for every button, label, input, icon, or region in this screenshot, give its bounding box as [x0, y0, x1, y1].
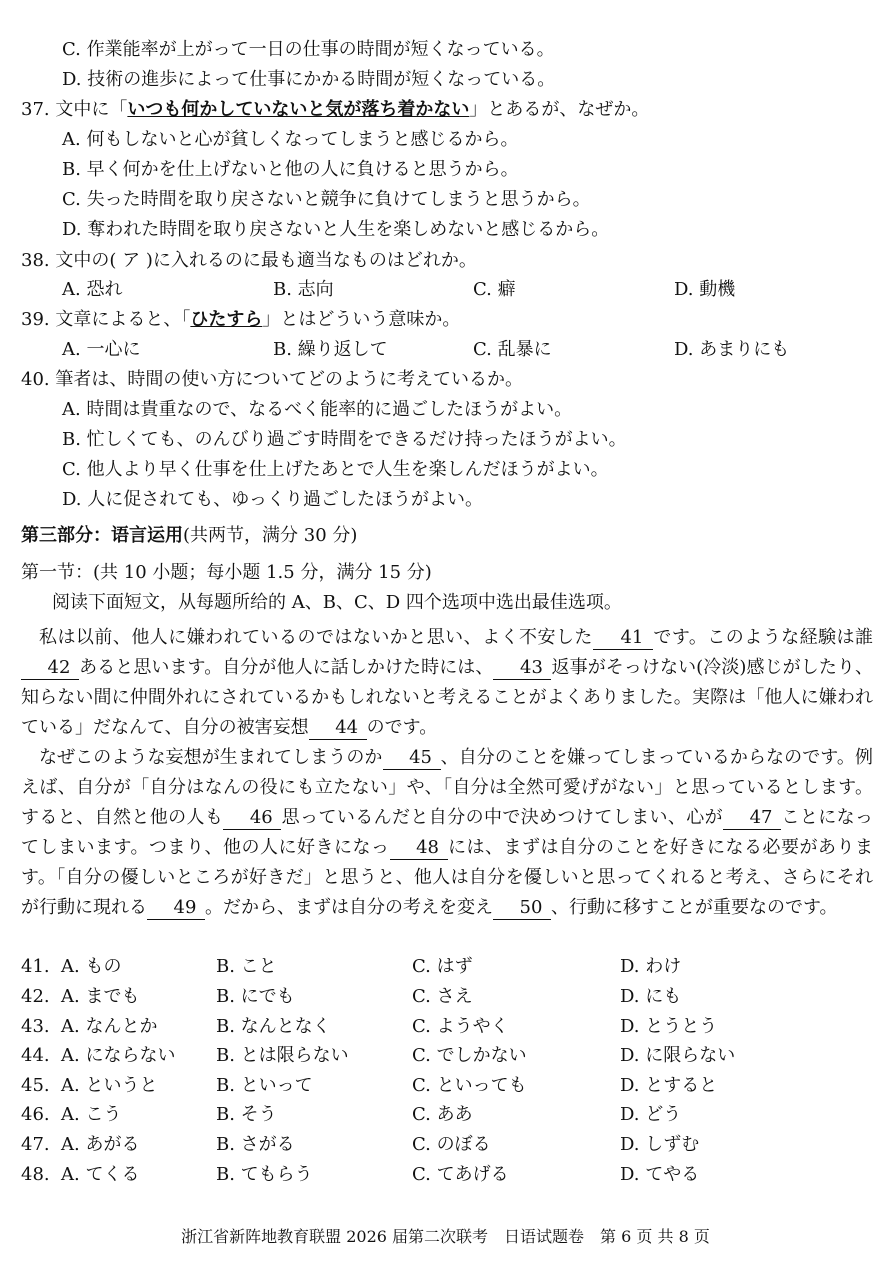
- passage-text: 思っているんだと自分の中で決めつけてしまい、心が: [281, 807, 724, 828]
- option-number: 44.: [21, 1045, 50, 1066]
- blank-44: 44: [309, 717, 367, 740]
- passage-text: 、行動に移すことが重要なのです。: [551, 897, 838, 918]
- option-b: B. とは限らない: [216, 1045, 349, 1066]
- options-row-44: [21, 1043, 871, 1069]
- option-a: A. というと: [61, 1075, 158, 1096]
- question-stem-pre: 文章によると、「: [55, 309, 191, 330]
- option-d: D. に限らない: [620, 1045, 736, 1066]
- option-a: A. てくる: [61, 1164, 140, 1185]
- option-c: C. はず: [412, 956, 473, 977]
- options-row-42: [21, 984, 871, 1010]
- question-40: 40. 筆者は、時間の使い方についてどのように考えているか。: [21, 369, 523, 390]
- option-a: A. 何もしないと心が貧しくなってしまうと感じるから。: [62, 129, 519, 150]
- option-b: B. 早く何かを仕上げないと他の人に負けると思うから。: [62, 159, 519, 180]
- option-c: C. 失った時間を取り戻さないと競争に負けてしまうと思うから。: [62, 189, 591, 210]
- question-number: 39.: [21, 309, 50, 330]
- option-a: A. 恐れ: [62, 279, 123, 300]
- question-37: [21, 97, 649, 123]
- option-d: D. にも: [620, 986, 682, 1007]
- option-a: A. 時間は貴重なので、なるべく能率的に過ごしたほうがよい。: [62, 399, 573, 420]
- option-number: 41.: [21, 956, 50, 977]
- quoted-phrase: いつも何かしていないと気が落ち着かない: [127, 99, 470, 120]
- option-number: 48.: [21, 1164, 50, 1185]
- option-c-prev: C. 作業能率が上がって一日の仕事の時間が短くなっている。: [62, 39, 555, 60]
- option-number: 47.: [21, 1134, 50, 1155]
- option-d: D. わけ: [620, 956, 682, 977]
- passage-text: のです。: [366, 717, 438, 738]
- options-row-47: [21, 1132, 871, 1158]
- passage-text: あると思います。自分が他人に話しかけた時には、: [79, 657, 494, 678]
- blank-46: 46: [223, 807, 281, 830]
- options-row-45: [21, 1073, 871, 1099]
- option-c: C. のぼる: [412, 1134, 491, 1155]
- option-b: B. さがる: [216, 1134, 295, 1155]
- passage-paragraph-2: [21, 743, 873, 923]
- option-number: 45.: [21, 1075, 50, 1096]
- passage-text: には、まずは自分のことを好きになる必要があります。「自分の優しいところが好きだ」と思うと、他人は自分を優しいと思ってくれると考え、さらにそれが行動に現れる: [21, 837, 873, 918]
- passage-text: 私は以前、他人に嫌われているのではないかと思い、よく不安した: [39, 627, 593, 648]
- blank-48: 48: [390, 837, 448, 860]
- option-d: D. 奪われた時間を取り戻さないと人生を楽しめないと感じるから。: [62, 219, 610, 240]
- option-c: C. さえ: [412, 986, 473, 1007]
- option-c: C. といっても: [412, 1075, 527, 1096]
- blank-41: 41: [593, 627, 653, 650]
- option-a: A. あがる: [61, 1134, 140, 1155]
- instructions: 阅读下面短文，从每题所给的 A、B、C、D 四个选项中选出最佳选项。: [52, 592, 622, 613]
- options-row-41: [21, 954, 871, 980]
- option-b: B. にでも: [216, 986, 295, 1007]
- question-stem-post: 」とあるが、なぜか。: [469, 99, 650, 120]
- option-c: C. てあげる: [412, 1164, 509, 1185]
- passage-text: 。だから、まずは自分の考えを変え: [205, 897, 493, 918]
- option-number: 42.: [21, 986, 50, 1007]
- question-stem-pre: 文中に「: [55, 99, 128, 120]
- option-b: B. なんとなく: [216, 1016, 331, 1037]
- options-row-43: [21, 1014, 871, 1040]
- option-c: C. でしかない: [412, 1045, 527, 1066]
- option-d: D. どう: [620, 1104, 682, 1125]
- option-b: B. そう: [216, 1104, 277, 1125]
- page-footer: 浙江省新阵地教育联盟 2026 届第二次联考 日语试题卷 第 6 页 共 8 页: [181, 1227, 710, 1246]
- option-d: D. てやる: [620, 1164, 700, 1185]
- blank-42: 42: [21, 657, 79, 680]
- option-d: D. とすると: [620, 1075, 718, 1096]
- option-c: C. ああ: [412, 1104, 473, 1125]
- option-d: D. あまりにも: [674, 339, 790, 360]
- blank-43: 43: [493, 657, 551, 680]
- question-number: 37.: [21, 99, 50, 120]
- section-heading: [21, 523, 357, 549]
- passage-text: なぜこのような妄想が生まれてしまうのか: [39, 747, 383, 768]
- option-number: 43.: [21, 1016, 50, 1037]
- option-number: 46.: [21, 1104, 50, 1125]
- options-row-46: [21, 1102, 871, 1128]
- option-a: A. 一心に: [62, 339, 141, 360]
- option-b: B. 志向: [273, 279, 334, 300]
- option-a: A. にならない: [61, 1045, 176, 1066]
- option-d: D. 人に促されても、ゆっくり過ごしたほうがよい。: [62, 489, 484, 510]
- options-row-48: [21, 1162, 871, 1188]
- subsection-heading: 第一节：(共 10 小题；每小题 1.5 分，满分 15 分): [21, 562, 432, 583]
- option-c: C. 癖: [473, 279, 516, 300]
- quoted-phrase: ひたすら: [190, 309, 263, 330]
- option-b: B. 忙しくても、のんびり過ごす時間をできるだけ持ったほうがよい。: [62, 429, 627, 450]
- option-a: A. こう: [61, 1104, 122, 1125]
- question-stem-post: 」とはどういう意味か。: [262, 309, 461, 330]
- question-39: [21, 307, 460, 333]
- blank-45: 45: [383, 747, 441, 770]
- passage-paragraph-1: [21, 623, 873, 743]
- blank-50: 50: [493, 897, 551, 920]
- section-title: 第三部分：语言运用: [21, 525, 183, 546]
- option-a: A. なんとか: [61, 1016, 158, 1037]
- section-note: (共两节，满分 30 分): [183, 525, 358, 546]
- passage-text: ことになってしまいます。つまり、他の人に好きになっ: [21, 807, 874, 858]
- option-b: B. てもらう: [216, 1164, 313, 1185]
- option-d-prev: D. 技術の進歩によって仕事にかかる時間が短くなっている。: [62, 69, 556, 90]
- option-a: A. までも: [61, 986, 140, 1007]
- option-c: C. 他人より早く仕事を仕上げたあとで人生を楽しんだほうがよい。: [62, 459, 609, 480]
- option-d: D. とうとう: [620, 1016, 718, 1037]
- option-b: B. こと: [216, 956, 277, 977]
- passage-text: 、自分のことを嫌ってしまっているからなのです。例えば、自分が「自分はなんの役にも立たない」や、「自分は全然可愛げがない」と思っているとします。すると、自然と他の人も: [21, 747, 874, 828]
- passage-text: 返事がそっけない(冷淡)感じがしたり、知らない間に仲間外れにされているかもしれないと考えることがよくありました。実際は「他人に嫌われている」だなんて、自分の被害妄想: [21, 657, 873, 738]
- blank-49: 49: [147, 897, 205, 920]
- option-b: B. 繰り返して: [273, 339, 388, 360]
- blank-47: 47: [723, 807, 781, 830]
- option-a: A. もの: [61, 956, 122, 977]
- question-38: 38. 文中の( ア )に入れるのに最も適当なものはどれか。: [21, 250, 477, 271]
- option-b: B. といって: [216, 1075, 313, 1096]
- option-c: C. ようやく: [412, 1016, 509, 1037]
- option-d: D. しずむ: [620, 1134, 700, 1155]
- passage-text: です。このような経験は誰: [652, 627, 874, 648]
- option-d: D. 動機: [674, 279, 736, 300]
- option-c: C. 乱暴に: [473, 339, 552, 360]
